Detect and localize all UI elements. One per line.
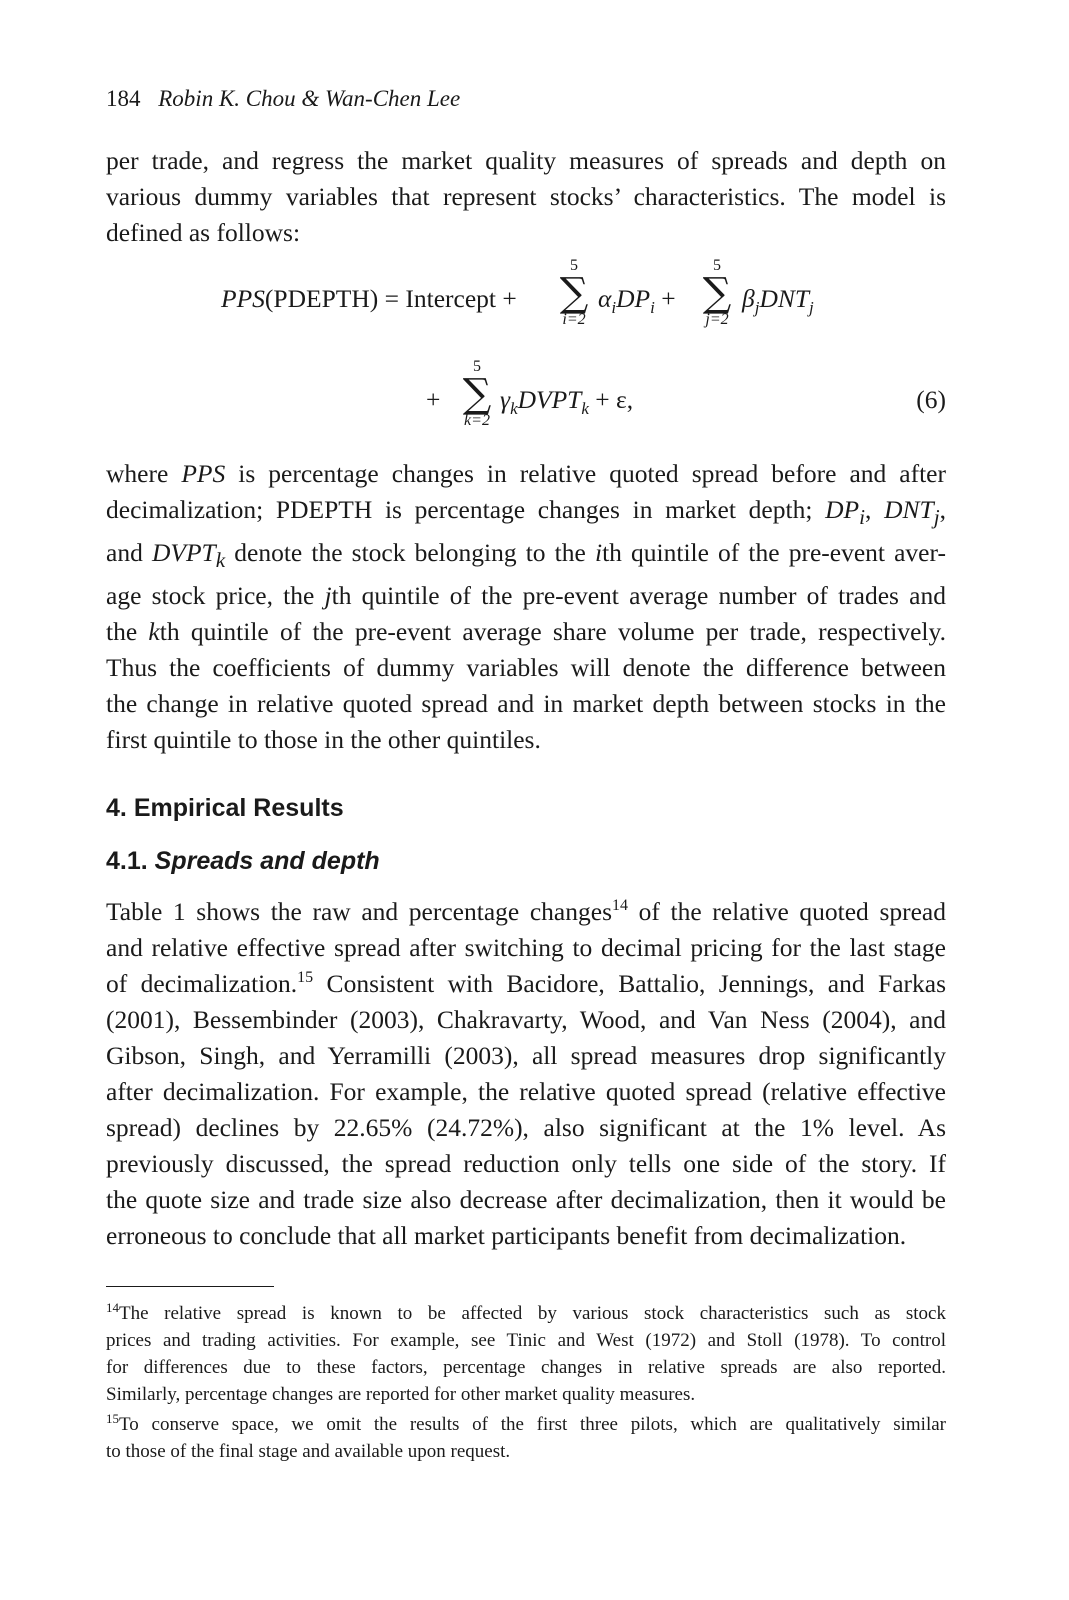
text-line: Table 1 shows the raw and percentage changes$^{14}$ of the relative quoted spread: [106, 897, 946, 926]
text-line: the quote size and trade size also decrease after decimalization, then it would be: [106, 1185, 946, 1214]
text-line: Thus the coefficients of dummy variables will denote the difference between: [106, 653, 946, 683]
text-line: after decimalization. For example, the relative quoted spread (relative effective: [106, 1077, 946, 1106]
text-line: and $DVPT_k$ denote the stock belonging to the ith quintile of the pre-event aver-: [106, 538, 946, 573]
text-line: $^{15}$To conserve space, we omit the results of the first three pilots, which are qualitatively similar: [106, 1411, 946, 1435]
equation-lhs: PPS(PDEPTH) = Intercept +: [221, 284, 517, 313]
footnote-15: [106, 1405, 946, 1465]
summation-j: 5 ∑ j=2: [702, 257, 732, 328]
summation-i: 5 ∑ i=2: [559, 257, 589, 328]
footnote-ref: 15: [297, 969, 314, 986]
text-line: erroneous to conclude that all market participants benefit from decimalization.: [106, 1221, 907, 1250]
text-line: various dummy variables that represent stocks’ characteristics. The model is: [106, 182, 946, 211]
intro-paragraph: [106, 143, 946, 251]
text-line: and relative effective spread after switching to decimal pricing for the last stage: [106, 933, 946, 962]
text-line: where PPS is percentage changes in relative quoted spread before and after: [106, 459, 946, 488]
equation-term-dvpt: $\gamma_kDVPT_k + \varepsilon$,: [500, 385, 634, 419]
running-head-authors: Robin K. Chou & Wan-Chen Lee: [158, 86, 461, 111]
equation-plus: +: [426, 385, 441, 414]
equation-term-dnt: $\beta_jDNT_j$: [742, 284, 814, 318]
text-line: to those of the final stage and available upon request.: [106, 1441, 511, 1462]
section-heading: 4. Empirical Results: [106, 794, 344, 822]
text-line: spread) declines by 22.65% (24.72%), also significant at the 1% level. As: [106, 1113, 946, 1142]
footnote-rule: [106, 1286, 274, 1287]
text-line: prices and trading activities. For example, see Tinic and West (1972) and Stoll (1978). To control: [106, 1330, 946, 1351]
summation-k: 5 ∑ k=2: [462, 358, 492, 429]
equation-term-dp: $\alpha_iDP_i$ +: [598, 284, 676, 318]
equation-6: [106, 257, 946, 347]
text-line: per trade, and regress the market quality measures of spreads and depth on: [106, 146, 946, 175]
running-head: [106, 86, 460, 112]
text-line: decimalization; PDEPTH is percentage changes in market depth; $DP_i$, $DNT_j$,: [106, 495, 946, 530]
footnote-14: [106, 1294, 946, 1408]
equation-6-line-2: [106, 358, 946, 448]
subsection-heading: 4.1. Spreads and depth: [106, 847, 380, 875]
text-line: (2001), Bessembinder (2003), Chakravarty, Wood, and Van Ness (2004), and: [106, 1005, 946, 1034]
text-line: defined as follows:: [106, 218, 301, 247]
text-line: $^{14}$The relative spread is known to be affected by various stock characteristics such as stock: [106, 1300, 946, 1324]
text-line: first quintile to those in the other quintiles.: [106, 725, 541, 755]
footnote-ref: 14: [612, 897, 628, 914]
results-paragraph: [106, 894, 946, 1254]
text-line: of decimalization.$^{15}$ Consistent with Bacidore, Battalio, Jennings, and Farkas: [106, 969, 947, 998]
text-line: previously discussed, the spread reduction only tells one side of the story. If: [106, 1149, 946, 1178]
text-line: Gibson, Singh, and Yerramilli (2003), all spread measures drop significantly: [106, 1041, 946, 1070]
where-paragraph: [106, 456, 946, 758]
text-line: Similarly, percentage changes are reported for other market quality measures.: [106, 1384, 696, 1405]
equation-number: (6): [916, 385, 946, 414]
text-line: the change in relative quoted spread and in market depth between stocks in the: [106, 689, 946, 719]
text-line: the kth quintile of the pre-event average share volume per trade, respectively.: [106, 617, 946, 647]
page-number: 184: [106, 86, 141, 111]
text-line: age stock price, the jth quintile of the pre-event average number of trades and: [106, 581, 946, 611]
text-line: for differences due to these factors, percentage changes in relative spreads are also reported.: [106, 1357, 946, 1378]
